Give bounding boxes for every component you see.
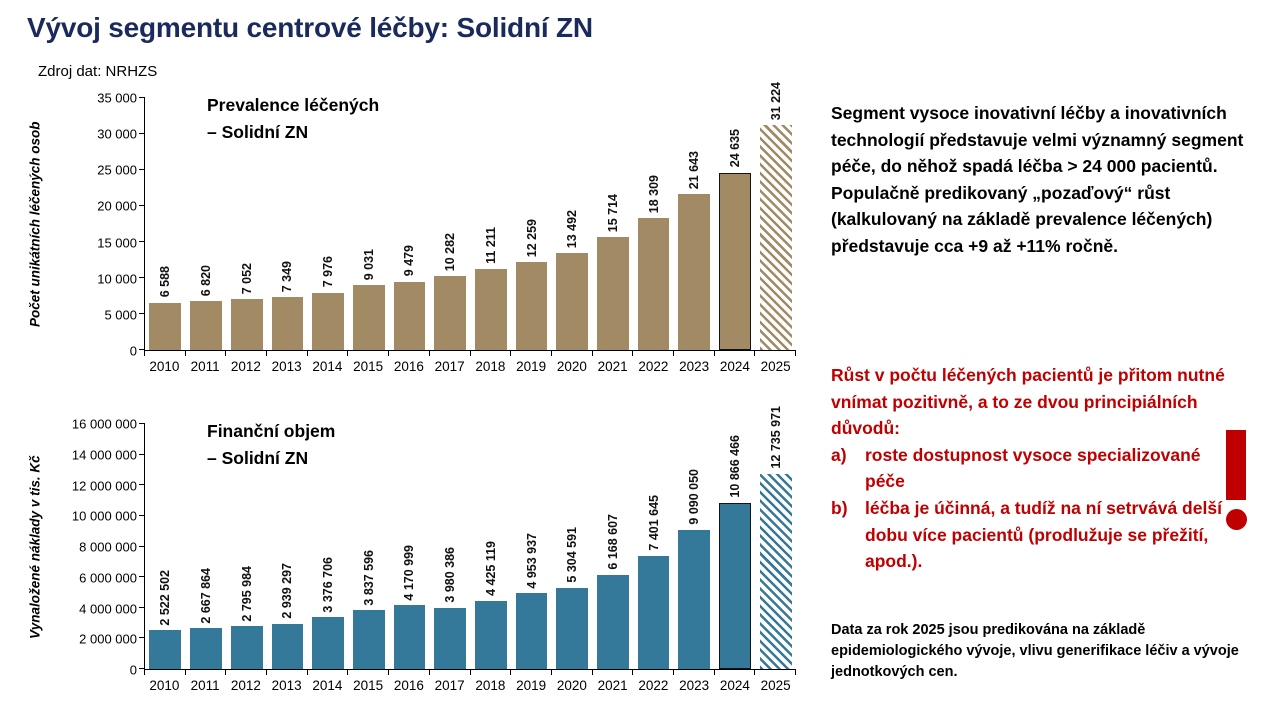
x-tick-label: 2012 [230, 359, 261, 374]
y-axis [48, 90, 144, 359]
bar-slot [389, 98, 430, 350]
y-tick-mark [139, 515, 145, 516]
bar-slot [715, 424, 756, 669]
bar-value-label: 6 820 [199, 264, 214, 296]
x-tick-mark [186, 351, 227, 356]
chart-title-line2: – Solidní ZN [207, 448, 309, 469]
y-tick-label: 10 000 000 [71, 508, 137, 524]
footnote: Data za rok 2025 jsou predikována na základě epidemiologického vývoje, vlivu generifikace léčiv a vývoje jednotkových cen. [831, 622, 1239, 681]
bar [149, 630, 181, 669]
bar [190, 628, 222, 669]
exclamation-bar [1226, 430, 1246, 500]
y-axis-title: Počet unikátních léčených osob [27, 121, 43, 328]
y-tick-label: 35 000 [97, 90, 137, 106]
y-tick-mark [139, 349, 145, 350]
list-marker: a) [831, 444, 847, 465]
bar [190, 301, 222, 350]
bar-slot [145, 424, 186, 669]
x-tick-label: 2021 [597, 359, 628, 374]
bar-value-label: 9 090 050 [687, 469, 702, 525]
y-tick-mark [139, 484, 145, 485]
chart-title-line1: Finanční objem [207, 421, 336, 441]
bar-value-label: 7 052 [239, 262, 254, 295]
x-tick-mark [308, 670, 349, 675]
x-tick-mark [430, 670, 471, 675]
y-tick-label: 30 000 [97, 126, 137, 142]
y-tick-label: 0 [129, 343, 137, 359]
bar [719, 503, 751, 669]
y-tick-mark [139, 97, 145, 98]
bar [597, 237, 629, 350]
x-tick-mark [633, 670, 674, 675]
y-tick-label: 10 000 [97, 271, 137, 287]
x-tick-label: 2012 [230, 678, 261, 693]
x-tick-label: 2018 [475, 359, 506, 374]
bar [231, 626, 263, 669]
x-tick-label: 2015 [353, 678, 384, 693]
bar-slot [633, 424, 674, 669]
y-tick-label: 14 000 000 [71, 447, 137, 463]
bar-slot [674, 98, 715, 350]
list-item [831, 442, 1231, 495]
x-tick-label: 2024 [719, 359, 750, 374]
bar [231, 299, 263, 350]
x-tick-label: 2021 [597, 678, 628, 693]
bar [394, 282, 426, 350]
y-tick-label: 25 000 [97, 162, 137, 178]
x-tick-mark [267, 670, 308, 675]
y-tick-mark [139, 423, 145, 424]
x-tick-mark [552, 670, 593, 675]
summary-paragraph: Segment vysoce inovativní léčby a inovativních technologií představuje velmi významný segment péče, do něhož spadá léčba > 24 000 pacientů. Populačně predikovaný „pozaďový“ růst (kalkulovaný na základě prevalence léčených) představuje cca +9 až +11% ročně. [831, 103, 1244, 256]
list-text: roste dostupnost vysoce specializované péče [865, 444, 1201, 492]
bar-value-label: 21 643 [687, 150, 702, 190]
exclamation-icon [1224, 430, 1248, 530]
x-tick-label: 2025 [760, 678, 791, 693]
bar [434, 276, 466, 350]
x-axis-labels [144, 678, 796, 693]
plot-wrap [144, 406, 796, 693]
x-tick-mark [186, 670, 227, 675]
y-tick-label: 16 000 000 [71, 416, 137, 432]
x-tick-mark [145, 351, 186, 356]
bar-value-label: 24 635 [727, 129, 742, 168]
x-tick-label: 2019 [516, 359, 547, 374]
x-tick-label: 2023 [679, 678, 710, 693]
plot-area [144, 406, 796, 670]
y-axis [48, 416, 144, 678]
bar-slot [552, 98, 593, 350]
page-title: Vývoj segmentu centrové léčby: Solidní ZN [27, 12, 593, 43]
x-tick-mark [389, 670, 430, 675]
bar [353, 285, 385, 350]
bar-slot [755, 406, 796, 669]
bar-value-label: 6 588 [158, 266, 173, 298]
y-tick-mark [139, 607, 145, 608]
x-tick-mark [267, 351, 308, 356]
x-tick-mark [226, 351, 267, 356]
highlight-intro: Růst v počtu léčených pacientů je přitom nutné vnímat pozitivně, a to ze dvou principiálních důvodů: [831, 365, 1225, 439]
x-tick-mark [715, 351, 756, 356]
y-tick-mark [139, 546, 145, 547]
y-tick-label: 4 000 000 [79, 601, 137, 616]
x-tick-label: 2020 [556, 359, 587, 374]
data-source-label: Zdroj dat: NRHZS [38, 63, 158, 80]
bar-value-label: 7 401 645 [646, 495, 661, 551]
bar-slot [471, 98, 512, 350]
bar-slot [145, 98, 186, 350]
bar-value-label: 31 224 [768, 81, 783, 121]
x-tick-label: 2011 [190, 359, 220, 374]
x-tick-mark [511, 351, 552, 356]
plot-area [144, 81, 796, 351]
bar-slot [715, 98, 756, 350]
bar [312, 617, 344, 669]
y-tick-mark [139, 277, 145, 278]
x-tick-mark [593, 670, 634, 675]
y-tick-mark [139, 454, 145, 455]
x-tick-label: 2020 [556, 678, 587, 693]
y-tick-mark [139, 637, 145, 638]
chart-prevalence [22, 81, 796, 374]
bar-slot [552, 424, 593, 669]
bar [556, 588, 588, 669]
bar [678, 194, 710, 350]
list-marker: b) [831, 497, 848, 518]
x-tick-mark [308, 351, 349, 356]
bar [434, 608, 466, 669]
x-tick-mark [715, 670, 756, 675]
bar-value-label: 2 939 297 [280, 563, 295, 619]
y-tick-mark [139, 169, 145, 170]
bar-value-label: 12 735 971 [768, 406, 783, 469]
bar-value-label: 3 980 386 [443, 547, 458, 604]
y-tick-mark [139, 241, 145, 242]
x-tick-label: 2023 [679, 359, 710, 374]
x-tick-label: 2024 [719, 678, 750, 693]
bar-slot [471, 424, 512, 669]
bar-value-label: 12 259 [524, 218, 539, 257]
bar-value-label: 2 795 984 [239, 565, 254, 622]
x-tick-label: 2011 [190, 678, 220, 693]
bar [353, 610, 385, 669]
y-tick-mark [139, 668, 145, 669]
x-tick-mark [674, 351, 715, 356]
x-tick-label: 2015 [353, 359, 384, 374]
y-tick-mark [139, 133, 145, 134]
bar-value-label: 4 953 937 [524, 532, 539, 589]
bar-slot [755, 81, 796, 350]
bar [149, 303, 181, 350]
x-axis-ticks [144, 351, 796, 356]
bar-slot [593, 424, 634, 669]
x-tick-mark [430, 351, 471, 356]
bar-value-label: 10 282 [443, 232, 458, 271]
bar-value-label: 9 031 [361, 248, 376, 280]
bar-slot [511, 424, 552, 669]
bar-slot [511, 98, 552, 350]
bar-value-label: 3 837 596 [361, 549, 376, 606]
x-tick-label: 2013 [271, 359, 302, 374]
bar-value-label: 7 349 [280, 260, 295, 293]
bar-value-label: 9 479 [402, 245, 417, 277]
bar-value-label: 2 522 502 [158, 569, 173, 626]
bar-slot [389, 424, 430, 669]
plot-wrap [144, 81, 796, 374]
bar-slot [348, 424, 389, 669]
x-tick-mark [145, 670, 186, 675]
x-tick-label: 2010 [149, 678, 180, 693]
bar-value-label: 10 866 466 [727, 435, 742, 498]
x-tick-label: 2017 [434, 359, 465, 374]
bar-value-label: 15 714 [605, 193, 620, 232]
bar [312, 293, 344, 350]
bar [760, 125, 792, 350]
y-tick-label: 6 000 000 [79, 570, 137, 586]
x-axis-labels [144, 359, 796, 374]
list-item [831, 495, 1231, 575]
highlight-paragraph [831, 362, 1231, 575]
exclamation-dot [1226, 509, 1247, 530]
bar-value-label: 13 492 [565, 209, 580, 248]
bar-value-label: 7 976 [321, 256, 336, 288]
bar-value-label: 5 304 591 [565, 527, 580, 583]
y-tick-mark [139, 313, 145, 314]
x-tick-label: 2013 [271, 678, 302, 693]
x-tick-mark [348, 670, 389, 675]
x-tick-label: 2017 [434, 678, 465, 693]
x-tick-mark [511, 670, 552, 675]
y-tick-label: 2 000 000 [79, 631, 137, 647]
y-tick-label: 8 000 000 [79, 539, 137, 555]
y-axis-title: Vynaložené náklady v tis. Kč [27, 455, 43, 639]
bar-slot [633, 98, 674, 350]
x-tick-mark [755, 351, 796, 356]
list-text: léčba je účinná, a tudíž na ní setrvává delší dobu více pacientů (prodlužuje se přežití, apod.). [865, 497, 1222, 572]
bar [272, 624, 304, 669]
bar-value-label: 6 168 607 [605, 513, 620, 570]
bar-value-label: 2 667 864 [199, 567, 214, 624]
x-tick-label: 2019 [516, 678, 547, 693]
bar [516, 262, 548, 350]
x-tick-label: 2018 [475, 678, 506, 693]
y-tick-label: 12 000 000 [71, 478, 137, 493]
bar [394, 605, 426, 669]
x-tick-mark [348, 351, 389, 356]
y-tick-mark [139, 205, 145, 206]
bar-slot [430, 98, 471, 350]
bar [516, 593, 548, 669]
x-tick-mark [389, 351, 430, 356]
chart-title-line2: – Solidní ZN [207, 122, 309, 143]
chart-financial-volume [22, 406, 796, 693]
x-tick-mark [633, 351, 674, 356]
chart-title [207, 418, 335, 472]
bar-slot [593, 98, 634, 350]
x-tick-mark [674, 670, 715, 675]
bar-slot [674, 424, 715, 669]
x-tick-mark [755, 670, 796, 675]
y-tick-label: 5 000 [104, 307, 137, 323]
bar [597, 575, 629, 669]
bar [719, 173, 751, 350]
x-tick-label: 2025 [760, 359, 791, 374]
x-tick-label: 2016 [393, 359, 424, 374]
x-tick-label: 2022 [638, 678, 669, 693]
bar-value-label: 4 170 999 [402, 544, 417, 601]
bar [272, 297, 304, 350]
bar-value-label: 3 376 706 [321, 556, 336, 613]
bar-value-label: 18 309 [646, 174, 661, 214]
bar [475, 269, 507, 350]
y-tick-label: 15 000 [97, 235, 137, 251]
bar [638, 218, 670, 350]
bar [760, 474, 792, 669]
y-tick-mark [139, 576, 145, 577]
x-tick-label: 2010 [149, 359, 180, 374]
x-tick-mark [471, 351, 512, 356]
bar [678, 530, 710, 669]
x-tick-mark [471, 670, 512, 675]
x-tick-mark [552, 351, 593, 356]
x-tick-label: 2014 [312, 359, 343, 374]
x-tick-mark [593, 351, 634, 356]
y-tick-label: 0 [129, 662, 137, 678]
bar [556, 253, 588, 350]
chart-title-line1: Prevalence léčených [207, 95, 380, 115]
y-tick-label: 20 000 [97, 198, 137, 214]
bar [475, 601, 507, 669]
bar-slot [430, 424, 471, 669]
bar-value-label: 4 425 119 [483, 541, 498, 597]
bar [638, 556, 670, 669]
x-tick-mark [226, 670, 267, 675]
x-tick-label: 2016 [393, 678, 424, 693]
bar-value-label: 11 211 [483, 227, 498, 265]
x-tick-label: 2014 [312, 678, 343, 693]
x-tick-label: 2022 [638, 359, 669, 374]
x-axis-ticks [144, 670, 796, 675]
chart-title [207, 92, 379, 146]
